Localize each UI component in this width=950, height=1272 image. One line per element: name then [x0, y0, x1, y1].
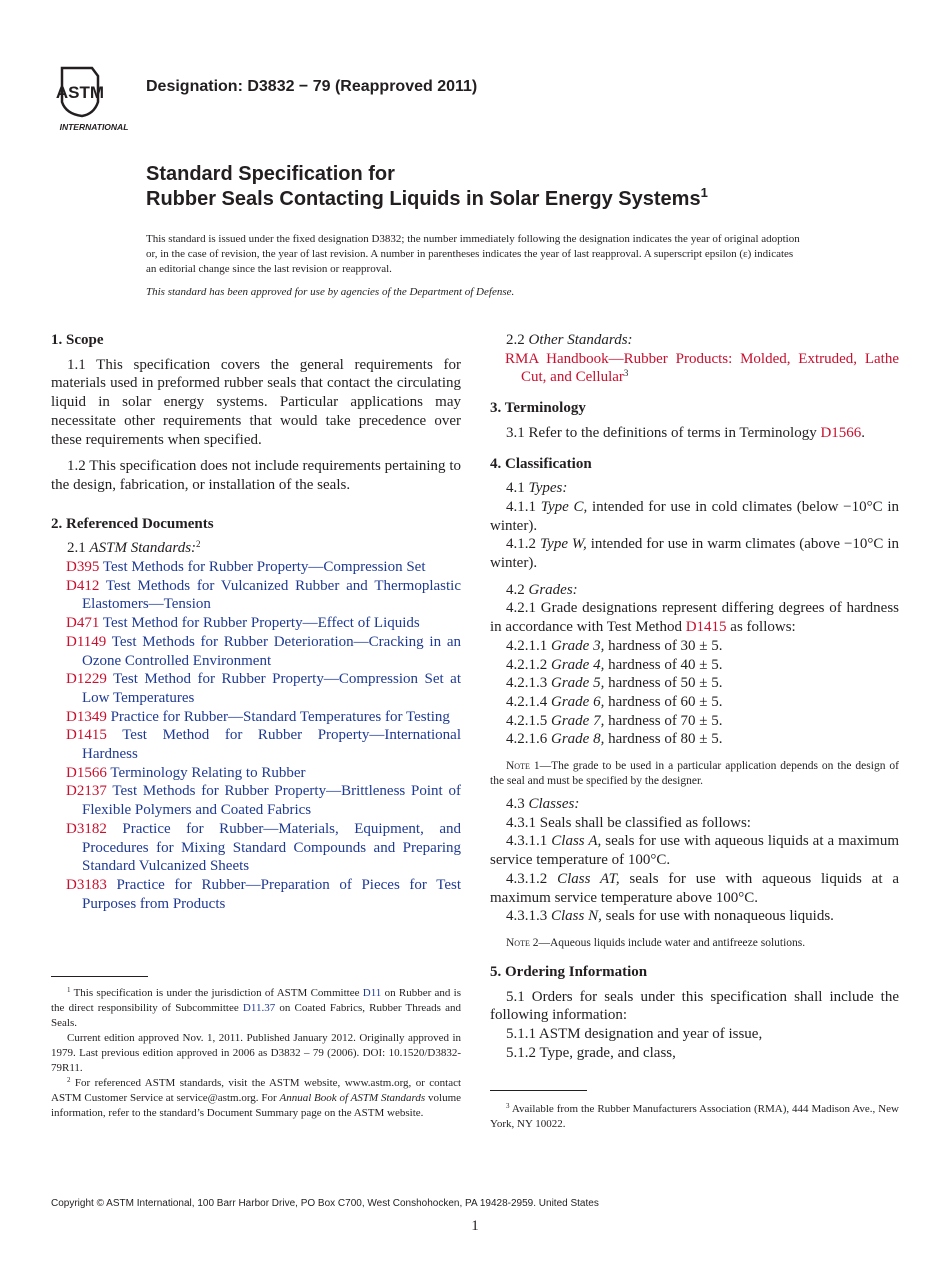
- ref-code-link[interactable]: D2137: [66, 783, 107, 800]
- intro-dod: This standard has been approved for use by agencies of the Department of Defense.: [146, 286, 515, 298]
- class-a: 4.3.1.1 Class A, seals for use with aqueous liquids at a maximum service temperature of 100°C.: [490, 833, 900, 869]
- rma-handbook-link[interactable]: RMA Handbook—Rubber Products: Molded, Extruded, Lathe Cut, and Cellular: [505, 350, 899, 386]
- ref-title-link[interactable]: Test Method for Rubber Property—Effect of Liquids: [102, 615, 420, 632]
- footnote-1: $^1$ This specification is under the jurisdiction of ASTM Committee D11 on Rubber and is the direct responsibility of Subcommittee D11.37 on Coated Fabrics, Rubber Threads and Seals.: [51, 986, 462, 1029]
- left-column: [51, 331, 461, 913]
- ref-item: [51, 708, 461, 727]
- type-c: 4.1.1 Type C, intended for use in cold climates (below −10°C in winter).: [490, 498, 900, 534]
- document-title: [146, 162, 708, 212]
- footnotes-right: [490, 1102, 899, 1132]
- ref-item: [51, 726, 461, 763]
- grade-item: 4.2.1.5 Grade 7, hardness of 70 ± 5.: [506, 712, 723, 729]
- title-line-1: Standard Specification for: [146, 163, 395, 185]
- ref-item: [51, 558, 461, 577]
- ref-code-link[interactable]: D412: [66, 577, 100, 594]
- ref-title-link[interactable]: Practice for Rubber—Standard Temperatures for Testing: [110, 708, 450, 725]
- ref-title-link[interactable]: Test Methods for Rubber Property—Compression Set: [102, 559, 426, 576]
- classes-intro: 4.3.1 Seals shall be classified as follows:: [506, 814, 751, 831]
- ref-title-link[interactable]: Practice for Rubber—Materials, Equipment, and Procedures for Mixing Standard Compounds and Preparing Standard Vulcanized Sheets: [82, 820, 461, 875]
- intro-block: [146, 232, 806, 300]
- ref-code-link[interactable]: D3183: [66, 876, 107, 893]
- page-number: 1: [471, 1218, 479, 1234]
- edition-note: Current edition approved Nov. 1, 2011. Published January 2012. Originally approved in 1979. Last previous edition approved in 2006 as D3832 – 79 (2006). DOI: 10.1520/D3832-79R11.: [51, 1032, 461, 1074]
- ref-title-link[interactable]: Terminology Relating to Rubber: [110, 764, 306, 781]
- ref-code-link[interactable]: D1229: [66, 671, 107, 688]
- copyright-line: Copyright © ASTM International, 100 Barr Harbor Drive, PO Box C700, West Conshohocken, PA 19428-2959. United States: [51, 1198, 599, 1209]
- ordering-heading: 5. Ordering Information: [490, 963, 648, 980]
- class-at: 4.3.1.2 Class AT, seals for use with aqueous liquids at a maximum service temperature above 100°C.: [490, 870, 899, 906]
- class-n: 4.3.1.3 Class N, seals for use with nonaqueous liquids.: [506, 908, 834, 925]
- ref-code-link[interactable]: D395: [66, 559, 100, 576]
- grades-intro: 4.2.1 Grade designations represent differing degrees of hardness in accordance with Test Method D1415 as follows:: [490, 600, 899, 636]
- title-footnote-mark: 1: [700, 185, 708, 200]
- designation: Designation: D3832 − 79 (Reapproved 2011): [146, 78, 478, 95]
- ref-item: [51, 670, 461, 707]
- ordering-5-1-1: 5.1.1 ASTM designation and year of issue,: [506, 1026, 763, 1043]
- footnote-rule: [51, 976, 148, 977]
- ref-item: [51, 764, 461, 783]
- ref-title-link[interactable]: Test Methods for Rubber Property—Brittleness Point of Flexible Polymers and Coated Fabrics: [82, 783, 461, 819]
- classification-heading: 4. Classification: [490, 455, 592, 472]
- terminology-heading: 3. Terminology: [490, 400, 586, 417]
- ref-code-link[interactable]: D471: [66, 615, 100, 632]
- ref-code-link[interactable]: D1415: [66, 727, 107, 744]
- ref-item: [51, 577, 461, 614]
- ref-code-link[interactable]: D1349: [66, 708, 107, 725]
- footnote-rule: [490, 1090, 587, 1091]
- logo-subtext: INTERNATIONAL: [59, 122, 129, 132]
- ref-title-link[interactable]: Test Methods for Vulcanized Rubber and Thermoplastic Elastomers—Tension: [82, 577, 462, 613]
- type-w: 4.1.2 Type W, intended for use in warm climates (above −10°C in winter).: [490, 536, 900, 572]
- rma-handbook-item: RMA Handbook—Rubber Products: Molded, Extruded, Lathe Cut, and Cellular$^3$: [505, 350, 899, 386]
- d1415-link[interactable]: D1415: [685, 619, 727, 636]
- other-standards-label: 2.2 Other Standards:: [506, 332, 633, 348]
- terminology-3-1: 3.1 Refer to the definitions of terms in Terminology D1566.: [506, 424, 866, 441]
- ordering-5-1: 5.1 Orders for seals under this specification shall include the following information:: [490, 988, 899, 1024]
- scope-1-2: 1.2 This specification does not include requirements pertaining to the design, fabrication, or installation of the seals.: [51, 458, 461, 493]
- ref-title-link[interactable]: Test Method for Rubber Property—International Hardness: [82, 727, 461, 763]
- ref-code-link[interactable]: D1149: [66, 633, 107, 650]
- ref-item: [51, 782, 461, 819]
- intro-issued: This standard is issued under the fixed designation D3832; the number immediately following the designation indicates the year of original adoption or, in the case of revision, the year of last revision. A number in parentheses indicates the year of last reapproval. A superscript epsilon (ε) indicates an editorial change since the last revision or reapproval.: [146, 233, 800, 275]
- ref-title-link[interactable]: Test Method for Rubber Property—Compression Set at Low Temperatures: [82, 671, 461, 706]
- scope-heading: 1. Scope: [51, 332, 104, 348]
- grades-label: 4.2 Grades:: [506, 581, 578, 598]
- astm-standards-label: 2.1 ASTM Standards:$^2$: [67, 539, 201, 557]
- grade-item: 4.2.1.1 Grade 3, hardness of 30 ± 5.: [506, 637, 723, 654]
- d1566-link[interactable]: D1566: [820, 424, 862, 441]
- note-2: Note 2—Aqueous liquids include water and antifreeze solutions.: [506, 936, 806, 949]
- references-heading: 2. Referenced Documents: [51, 515, 214, 532]
- ref-item: [51, 876, 461, 913]
- note-1: Note 1—The grade to be used in a particular application depends on the design of the seal and must be specified by the designer.: [490, 760, 899, 788]
- astm-logo: [52, 62, 136, 134]
- ref-item: [51, 633, 461, 670]
- classes-label: 4.3 Classes:: [506, 796, 580, 813]
- ref-item: [51, 614, 461, 633]
- ref-code-link[interactable]: D3182: [66, 820, 107, 837]
- ref-item: [51, 820, 461, 876]
- grade-item: 4.2.1.2 Grade 4, hardness of 40 ± 5.: [506, 656, 723, 673]
- footnote-2: $^2$ For referenced ASTM standards, visit the ASTM website, www.astm.org, or contact ASTM Customer Service at service@astm.org. For Annual Book of ASTM Standards volume information, refer to the standard’s Document Summary page on the ASTM website.: [51, 1076, 462, 1119]
- grade-item: 4.2.1.3 Grade 5, hardness of 50 ± 5.: [506, 675, 723, 692]
- right-column: [490, 331, 899, 1063]
- ref-title-link[interactable]: Practice for Rubber—Preparation of Pieces for Test Purposes from Products: [82, 876, 462, 912]
- ref-title-link[interactable]: Test Methods for Rubber Deterioration—Cracking in an Ozone Controlled Environment: [82, 633, 461, 669]
- grade-item: 4.2.1.4 Grade 6, hardness of 60 ± 5.: [506, 693, 723, 710]
- grade-item: 4.2.1.6 Grade 8, hardness of 80 ± 5.: [506, 731, 723, 748]
- ordering-5-1-2: 5.1.2 Type, grade, and class,: [506, 1044, 676, 1061]
- footnotes-left: [51, 986, 461, 1121]
- footnote-3: $^3$ Available from the Rubber Manufacturers Association (RMA), 444 Madison Ave., New York, NY 10022.: [490, 1102, 899, 1130]
- title-line-2: Rubber Seals Contacting Liquids in Solar Energy Systems: [146, 188, 701, 210]
- d11-37-link[interactable]: D11.37: [242, 1002, 276, 1014]
- ref-code-link[interactable]: D1566: [66, 764, 107, 781]
- scope-1-1: 1.1 This specification covers the general requirements for materials used in preformed rubber seals that contact the circulating liquid in solar energy systems. Particular applications may necessitate other requirements that would take precedence over these requirements when specified.: [51, 356, 461, 448]
- d11-link[interactable]: D11: [362, 987, 382, 999]
- logo-text: ASTM: [55, 83, 105, 102]
- types-label: 4.1 Types:: [506, 480, 568, 497]
